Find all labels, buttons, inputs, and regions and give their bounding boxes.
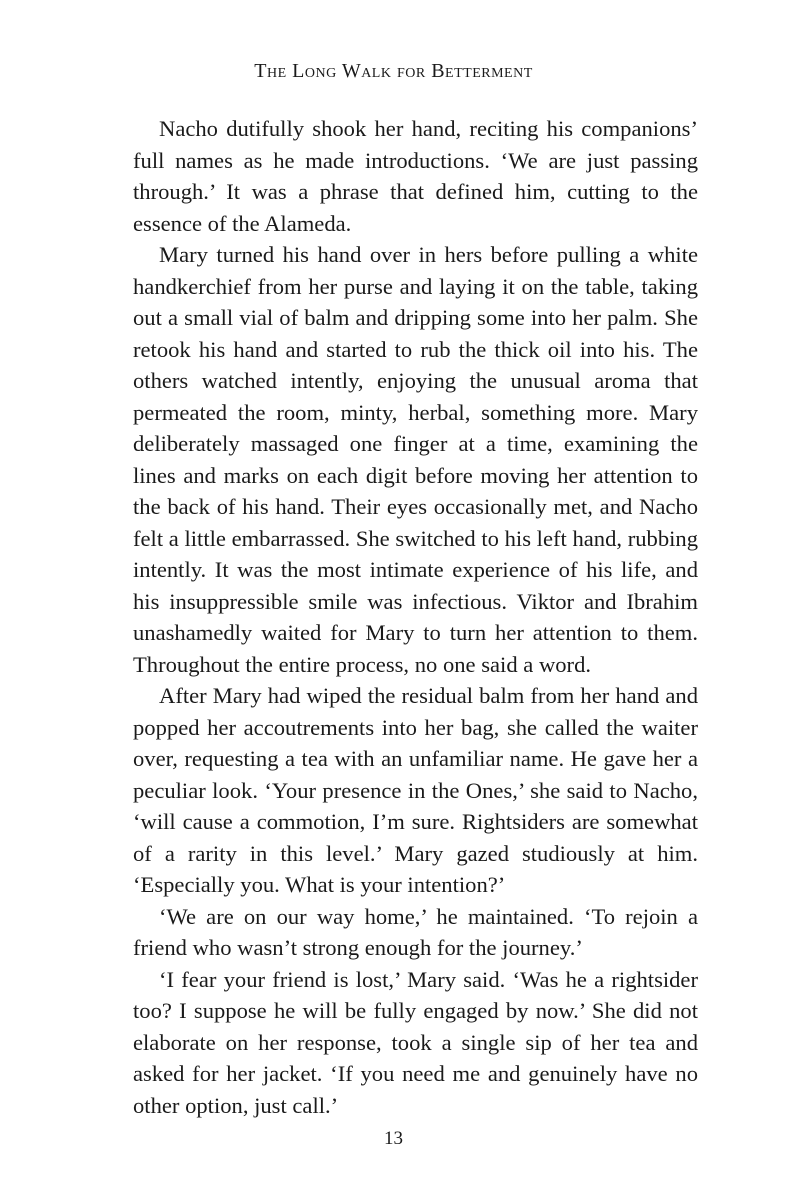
- paragraph: Nacho dutifully shook her hand, reciting his companions’ full names as he made introductions. ‘We are just passing through.’ It was a phrase that defined him, cutting to the essence of the Alameda.: [133, 116, 698, 236]
- body-text: [133, 113, 698, 1121]
- running-head: The Long Walk for Betterment: [254, 60, 533, 82]
- page-number: 13: [384, 1128, 403, 1149]
- paragraph: ‘We are on our way home,’ he maintained. ‘To rejoin a friend who wasn’t strong enough for the journey.’: [133, 903, 698, 960]
- paragraph: Mary turned his hand over in hers before pulling a white handkerchief from her purse and laying it on the table, taking out a small vial of balm and dripping some into her palm. She retook his hand and started to rub the thick oil into his. The others watched intently, enjoying the unusual aroma that permeated the room, minty, herbal, something more. Mary deliberately massaged one finger at a time, examining the lines and marks on each digit before moving her attention to the back of his hand. Their eyes occasionally met, and Nacho felt a little embarrassed. She switched to his left hand, rubbing intently. It was the most intimate experience of his life, and his insuppressible smile was infectious. Viktor and Ibrahim unashamedly waited for Mary to turn her attention to them. Throughout the entire process, no one said a word.: [133, 242, 698, 677]
- paragraph: ‘I fear your friend is lost,’ Mary said. ‘Was he a rightsider too? I suppose he will be fully engaged by now.’ She did not elaborate on her response, took a single sip of her tea and asked for her jacket. ‘If you need me and genuinely have no other option, just call.’: [133, 966, 698, 1118]
- paragraph: After Mary had wiped the residual balm from her hand and popped her accoutrements into her bag, she called the waiter over, requesting a tea with an unfamiliar name. He gave her a peculiar look. ‘Your presence in the Ones,’ she said to Nacho, ‘will cause a commotion, I’m sure. Rightsiders are somewhat of a rarity in this level.’ Mary gazed studiously at him. ‘Especially you. What is your intention?’: [133, 683, 698, 897]
